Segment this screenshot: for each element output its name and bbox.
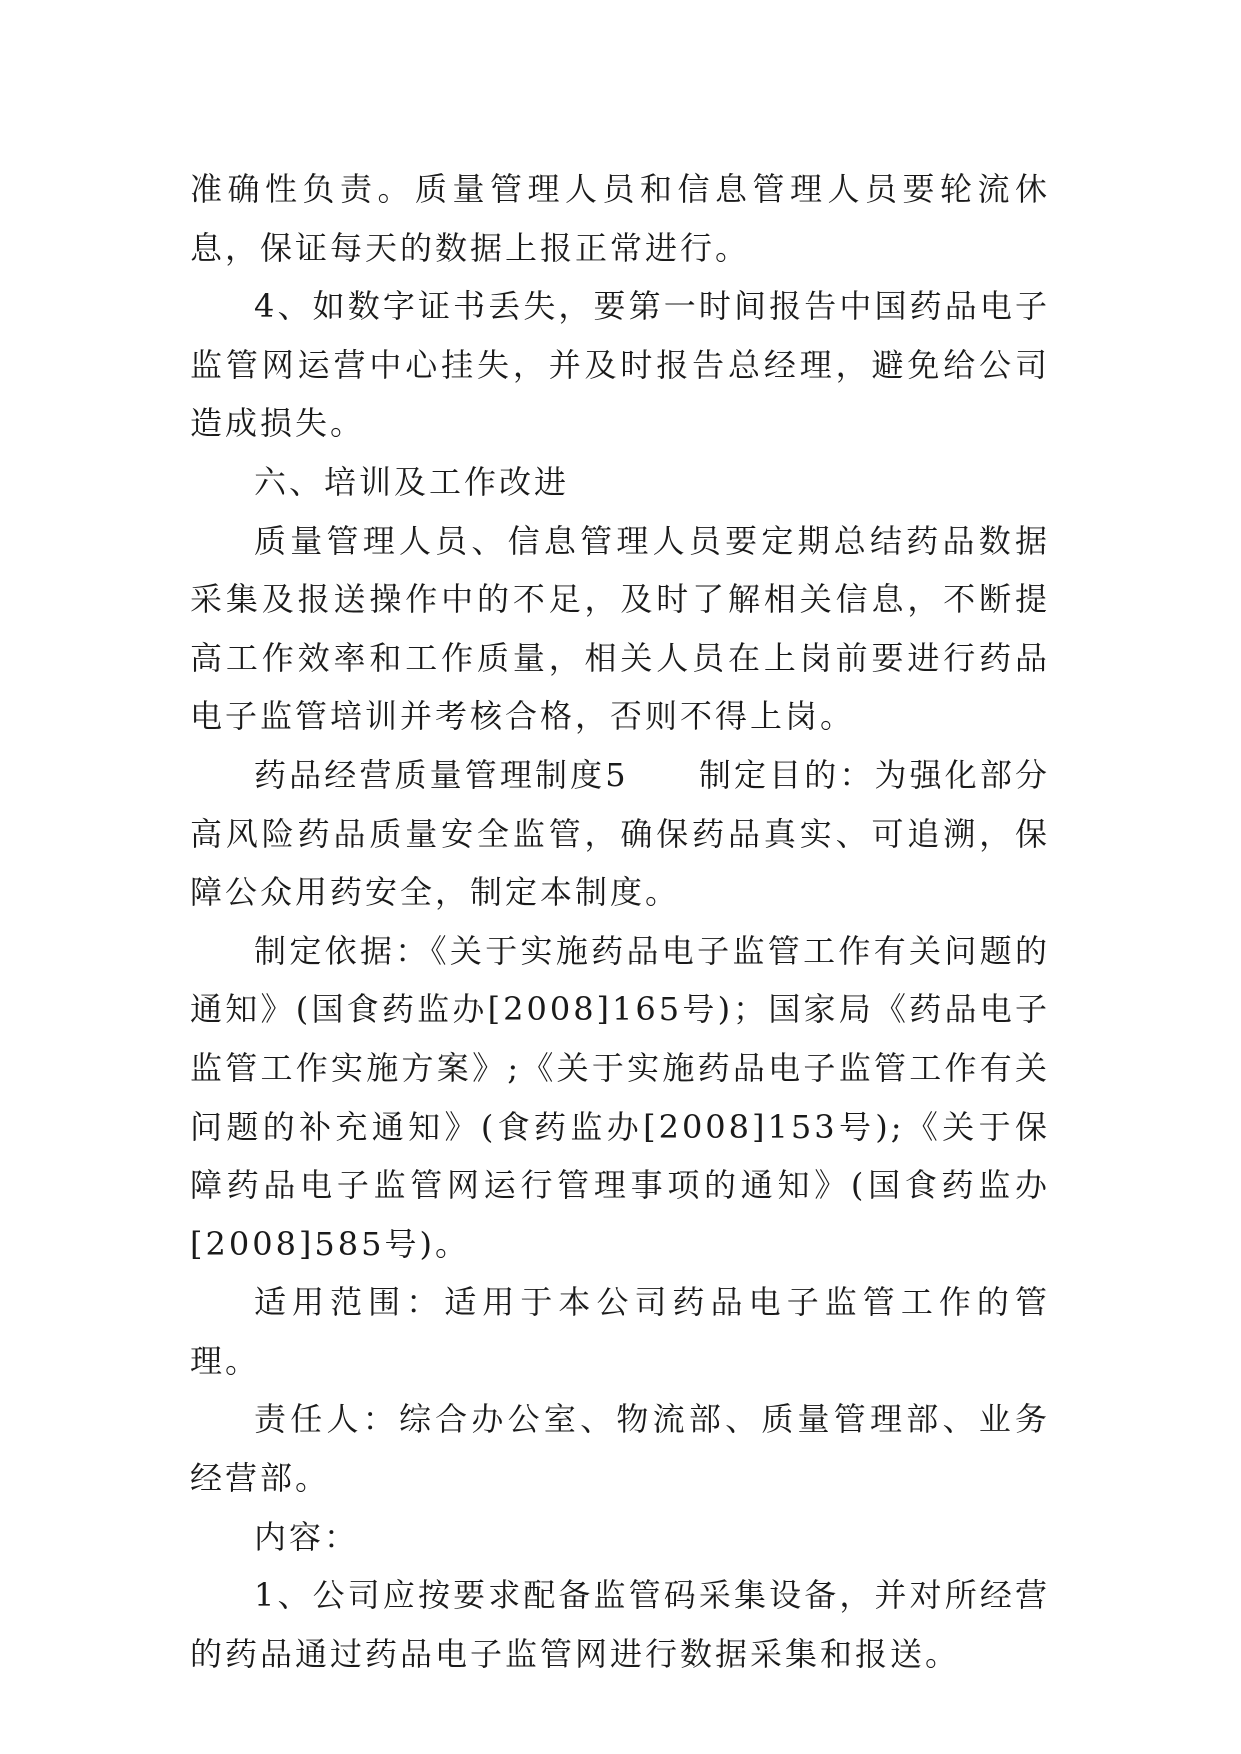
paragraph-2: 4、如数字证书丢失，要第一时间报告中国药品电子监管网运营中心挂失，并及时报告总经理，避免给公司造成损失。 [190, 287, 1050, 443]
paragraph-4: 质量管理人员、信息管理人员要定期总结药品数据采集及报送操作中的不足，及时了解相关信息，不断提高工作效率和工作质量，相关人员在上岗前要进行药品电子监管培训并考核合格，否则不得上岗。 [190, 521, 1050, 736]
paragraph-8: 责任人：综合办公室、物流部、质量管理部、业务经营部。 [190, 1400, 1050, 1498]
paragraph-7: 适用范围：适用于本公司药品电子监管工作的管理。 [190, 1283, 1050, 1380]
paragraph-10: 1、公司应按要求配备监管码采集设备，并对所经营的药品通过药品电子监管网进行数据采集和报送。 [190, 1576, 1050, 1673]
document-body [190, 160, 1050, 1683]
paragraph-5: 药品经营质量管理制度5 制定目的：为强化部分高风险药品质量安全监管，确保药品真实、可追溯，保障公众用药安全，制定本制度。 [190, 755, 1050, 912]
paragraph-1: 准确性负责。质量管理人员和信息管理人员要轮流休息，保证每天的数据上报正常进行。 [190, 170, 1050, 267]
section-heading-training: 六、培训及工作改进 [254, 462, 570, 501]
paragraph-9: 内容： [254, 1517, 360, 1556]
paragraph-6: 制定依据：《关于实施药品电子监管工作有关问题的通知》(国食药监办[2008]165号)；国家局《药品电子监管工作实施方案》;《关于实施药品电子监管工作有关问题的补充通知》(食药监办[2008]153号);《关于保障药品电子监管网运行管理事项的通知》(国食药监办[2008]585号)。 [190, 931, 1050, 1263]
